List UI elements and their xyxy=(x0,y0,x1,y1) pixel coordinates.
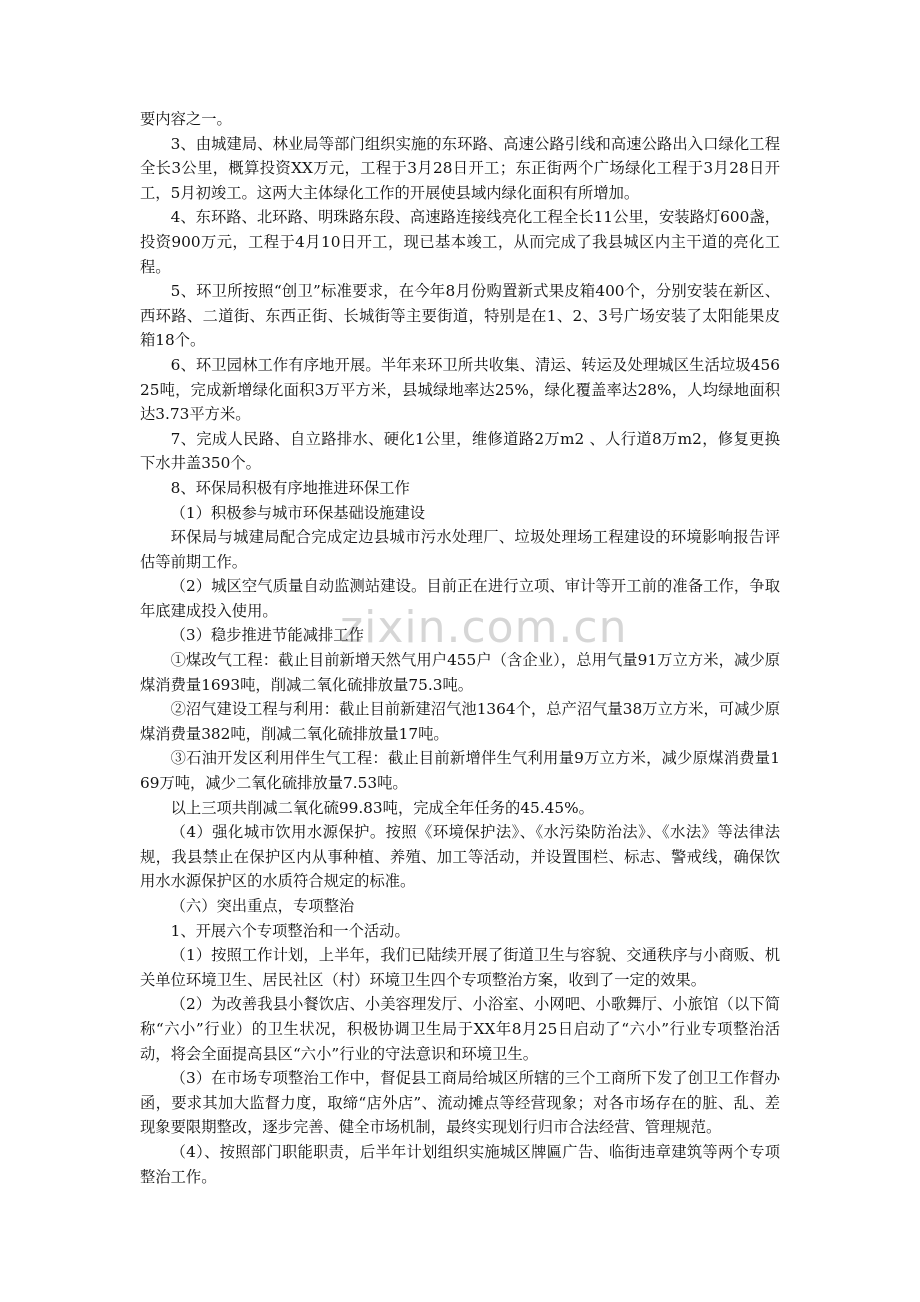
paragraph-12: ②沼气建设工程与利用：截止目前新建沼气池1364个，总产沼气量38万立方米，可减少原煤消费量382吨，削减二氧化硫排放量17吨。 xyxy=(140,700,780,743)
paragraph-7: （1）积极参与城市环保基础设施建设 xyxy=(170,503,426,522)
paragraph-20: （3）在市场专项整治工作中，督促县工商局给城区所辖的三个工商所下发了创卫工作督办函，要求其加大监督力度，取缔“店外店”、流动摊点等经营现象；对各市场存在的脏、乱、差现象要限期整改，逐步完善、健全市场机制，最终实现划行归市合法经营、管理规范。 xyxy=(140,1069,780,1137)
paragraph-5: 7、完成人民路、自立路排水、硬化1公里，维修道路2万m2 、人行道8万m2，修复更换下水井盖350个。 xyxy=(140,429,780,473)
paragraph-11: ①煤改气工程：截止目前新增天然气用户455户（含企业），总用气量91万立方米，减少原煤消费量1693吨，削减二氧化硫排放量75.3吨。 xyxy=(140,651,780,694)
paragraph-8: 环保局与城建局配合完成定边县城市污水处理厂、垃圾处理场工程建设的环境影响报告评估等前期工作。 xyxy=(140,528,780,571)
paragraph-14: 以上三项共削减二氧化硫99.83吨，完成全年任务的45.45%。 xyxy=(170,798,594,817)
paragraph-19: （2）为改善我县小餐饮店、小美容理发厅、小浴室、小网吧、小歌舞厅、小旅馆（以下简称“六小”行业）的卫生状况，积极协调卫生局于XX年8月25日启动了“六小”行业专项整治活动，将会全面提高县区“六小”行业的守法意识和环境卫生。 xyxy=(140,995,780,1063)
paragraph-21: （4）、按照部门职能职责，后半年计划组织实施城区牌匾广告、临街违章建筑等两个专项整治工作。 xyxy=(140,1142,780,1186)
paragraph-18: （1）按照工作计划，上半年，我们已陆续开展了街道卫生与容貌、交通秩序与小商贩、机关单位环境卫生、居民社区（村）环境卫生四个专项整治方案，收到了一定的效果。 xyxy=(140,946,780,989)
paragraph-3: 5、环卫所按照“创卫”标准要求，在今年8月份购置新式果皮箱400个，分别安装在新区、西环路、二道街、东西正街、长城街等主要街道，特别是在1、2、3号广场安装了太阳能果皮箱18个。 xyxy=(140,282,780,350)
paragraph-13: ③石油开发区利用伴生气工程：截止目前新增伴生气利用量9万立方米，减少原煤消费量169万吨，减少二氧化硫排放量7.53吨。 xyxy=(140,749,780,793)
paragraph-0: 要内容之一。 xyxy=(140,110,232,128)
paragraph-1: 3、由城建局、林业局等部门组织实施的东环路、高速公路引线和高速公路出入口绿化工程全长3公里，概算投资XX万元，工程于3月28日开工；东正街两个广场绿化工程于3月28日开工，5月初竣工。这两大主体绿化工作的开展使县域内绿化面积有所增加。 xyxy=(140,134,780,202)
paragraph-2: 4、东环路、北环路、明珠路东段、高速路连接线亮化工程全长11公里，安装路灯600盏，投资900万元，工程于4月10日开工，现已基本竣工，从而完成了我县城区内主干道的亮化工程。 xyxy=(140,208,780,276)
paragraph-9: （2）城区空气质量自动监测站建设。目前正在进行立项、审计等开工前的准备工作，争取年底建成投入使用。 xyxy=(140,577,780,620)
document-body xyxy=(140,107,780,1189)
watermark: zixin.com.cn xyxy=(340,602,628,653)
paragraph-16: （六）突出重点，专项整治 xyxy=(170,897,355,915)
paragraph-4: 6、环卫园林工作有序地开展。半年来环卫所共收集、清运、转运及处理城区生活垃圾45625吨，完成新增绿化面积3万平方米，县城绿地率达25%，绿化覆盖率达28%，人均绿地面积达3.73平方米。 xyxy=(140,355,780,424)
paragraph-17: 1、开展六个专项整治和一个活动。 xyxy=(170,921,410,940)
paragraph-15: （4）强化城市饮用水源保护。按照《环境保护法》、《水污染防治法》、《水法》等法律法规，我县禁止在保护区内从事种植、养殖、加工等活动，并设置围栏、标志、警戒线，确保饮用水水源保护区的水质符合规定的标准。 xyxy=(140,823,780,891)
paragraph-6: 8、环保局积极有序地推进环保工作 xyxy=(170,478,410,497)
paragraph-10: （3）稳步推进节能减排工作 xyxy=(170,626,364,645)
